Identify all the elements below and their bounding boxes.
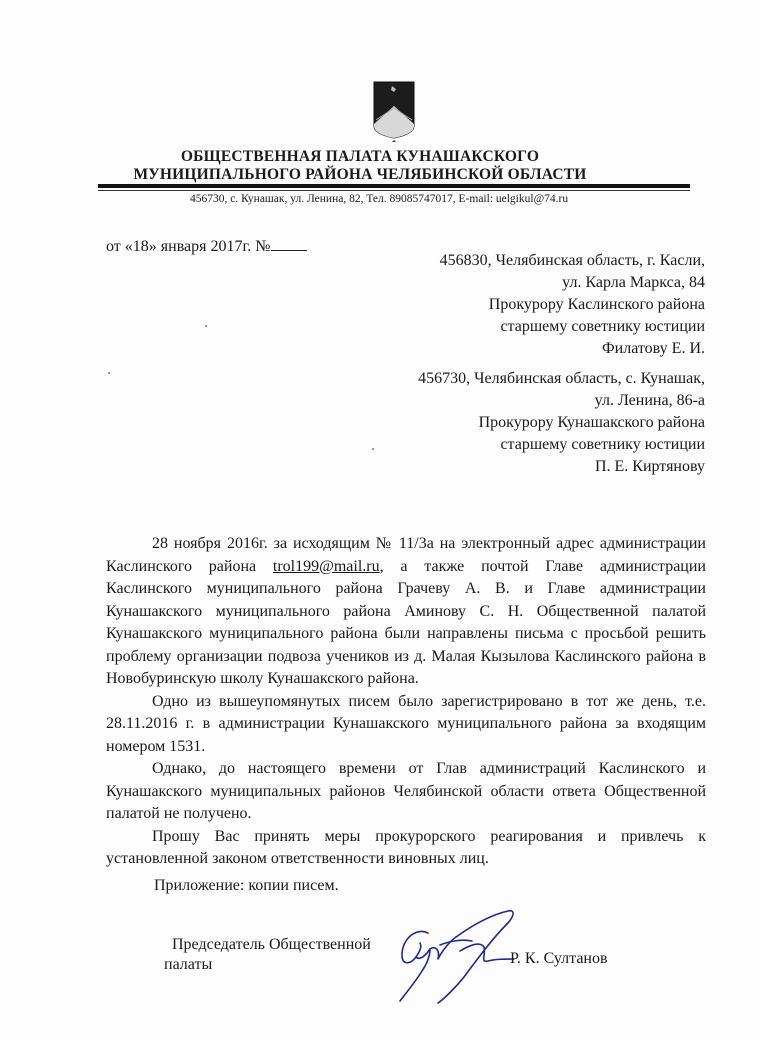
recipient-1-line: Прокурору Каслинского района — [488, 296, 705, 313]
letterhead-rule-thick — [98, 184, 690, 188]
recipient-2-line: Прокурору Кунашакского района — [478, 414, 705, 431]
letter-body — [106, 533, 706, 871]
recipient-1-line: старшему советнику юстиции — [500, 318, 705, 335]
signer-title-line-2: палаты — [164, 956, 213, 973]
recipient-1-line: Филатову Е. И. — [602, 340, 705, 357]
signer-title-line-1: Председатель Общественной — [172, 936, 371, 953]
attachment-note: Приложение: копии писем. — [154, 877, 339, 894]
letterhead-rule-thin — [98, 190, 690, 191]
org-name-line-2: МУНИЦИПАЛЬНОГО РАЙОНА ЧЕЛЯБИНСКОЙ ОБЛАСТИ — [133, 166, 587, 183]
date-text: от «18» января 2017г. № — [106, 238, 271, 255]
body-paragraph-3: Однако, до настоящего времени от Глав администраций Каслинского и Кунашакского муниципальных районов Челябинской области ответа Общественной палатой не получено. — [106, 760, 706, 822]
signer-name: Р. К. Султанов — [510, 950, 608, 967]
signer-title — [164, 935, 371, 975]
recipient-block-2 — [418, 368, 705, 478]
body-paragraph-1 — [106, 533, 706, 691]
date-and-number — [106, 236, 307, 256]
scan-speck — [372, 448, 374, 450]
number-blank — [271, 236, 307, 251]
recipient-1-line: 456830, Челябинская область, г. Касли, — [439, 252, 705, 269]
org-name-line-1: ОБЩЕСТВЕННАЯ ПАЛАТА КУНАШАКСКОГО — [180, 148, 540, 165]
body-paragraph-4: Прошу Вас принять меры прокурорского реагирования и привлечь к установленной законом ответственности виновных лиц. — [106, 827, 706, 867]
recipient-2-line: старшему советнику юстиции — [500, 436, 705, 453]
coat-of-arms-icon — [372, 80, 416, 142]
recipient-2-line: 456730, Челябинская область, с. Кунашак, — [418, 370, 705, 387]
paragraph-1-text: 28 ноября 2016г. за исходящим № 11/3а на электронный адрес администрации Каслинского района — [106, 535, 706, 575]
email-link[interactable]: trol199@mail.ru — [272, 557, 380, 575]
paragraph-1-text-cont: , а также почтой Главе администрации Каслинского муниципального района Грачеву А. В. и Главе администрации Кунашакского муниципального района Аминову С. Н. Общественной палатой Кунашакского муниципального района были направлены письма с просьбой решить проблему организации подвоза учеников из д. Малая Кызылова Каслинского района в Новобуринскую школу Кунашакского района. — [106, 557, 706, 687]
scan-speck — [205, 325, 207, 327]
body-paragraph-2: Одно из вышеупомянутых писем было зарегистрировано в тот же день, т.е. 28.11.2016 г. в администрации Кунашакского муниципального района за входящим номером 1531. — [106, 692, 706, 755]
recipient-1-line: ул. Карла Маркса, 84 — [562, 274, 705, 291]
scan-speck — [108, 372, 110, 374]
recipient-2-line: П. Е. Киртянову — [594, 458, 705, 475]
org-contact-line: 456730, с. Кунашак, ул. Ленина, 82, Тел. 89085747017, E-mail: uelgikul@74.ru — [190, 193, 569, 205]
recipient-2-line: ул. Ленина, 86-а — [594, 392, 705, 409]
recipient-block-1 — [440, 250, 705, 360]
